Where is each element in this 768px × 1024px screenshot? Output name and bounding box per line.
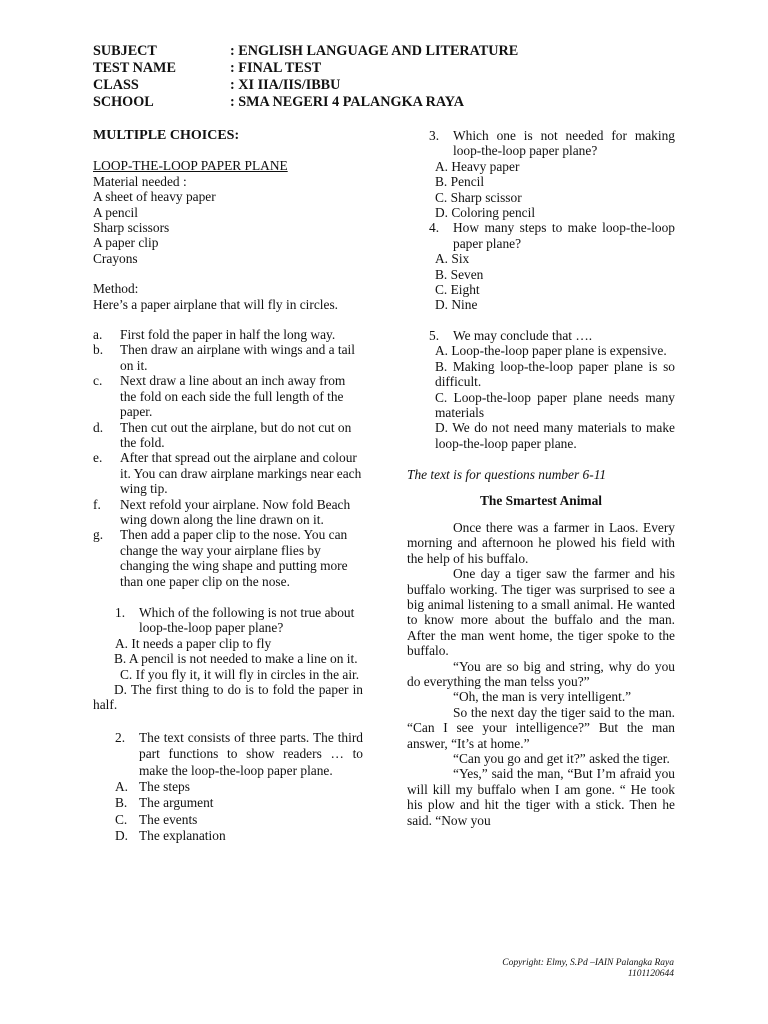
material-item: Crayons: [93, 250, 138, 266]
header-label: CLASS: [93, 77, 139, 93]
question-head: [93, 605, 363, 636]
material-item: A sheet of heavy paper: [93, 189, 216, 205]
step-label: f.: [93, 496, 101, 512]
materials-heading: Material needed :: [93, 173, 187, 189]
question-number: 1.: [115, 604, 126, 620]
answer-option: [93, 779, 363, 795]
step-text: Next refold your airplane. Now fold Beach wing down along the line drawn on it.: [120, 496, 351, 527]
step-text: Then cut out the airplane, but do not cut on the fold.: [120, 419, 352, 450]
question-head: [93, 730, 363, 779]
option-text: The steps: [139, 779, 190, 795]
header-label: SCHOOL: [93, 94, 154, 110]
question-text: How many steps to make loop-the-loop paper plane?: [453, 220, 675, 251]
question-head: [407, 220, 675, 251]
answer-option: C. If you fly it, it will fly in circles in the air.: [120, 666, 360, 682]
reading-instruction: The text is for questions number 6-11: [407, 467, 607, 483]
header-row-school: [93, 94, 518, 111]
answer-option: C. Sharp scissor: [435, 189, 522, 205]
step-label: c.: [93, 373, 103, 389]
step-item: [93, 373, 363, 419]
answer-option: [93, 828, 363, 844]
answer-option: B. A pencil is not needed to make a line on it.: [114, 651, 358, 667]
left-column: [93, 128, 363, 845]
step-item: [93, 497, 363, 528]
story-paragraph: So the next day the tiger said to the man. “Can I see your intelligence?” But the man answer, “It’s at home.”: [407, 704, 675, 751]
question-3: [407, 128, 675, 220]
story-paragraph: “Can you go and get it?” asked the tiger.: [453, 751, 670, 767]
header-row-subject: [93, 43, 518, 60]
step-item: [93, 327, 363, 342]
method-intro: Here’s a paper airplane that will fly in circles.: [93, 296, 339, 312]
header-label: SUBJECT: [93, 43, 157, 59]
story-paragraph: “You are so big and string, why do you do everything the man telss you?”: [407, 658, 675, 689]
option-label: D.: [115, 828, 129, 844]
steps-list: [93, 327, 363, 589]
method-heading: Method:: [93, 281, 139, 297]
answer-option: [93, 812, 363, 828]
step-item: [93, 527, 363, 589]
step-item: [93, 420, 363, 451]
step-text: Then add a paper clip to the nose. You can change the way your airplane flies by changing the wing shape and putting more than one paper clip on the nose.: [120, 527, 348, 589]
answer-option: D. Nine: [435, 297, 478, 313]
answer-option: [93, 795, 363, 811]
story-title: The Smartest Animal: [480, 492, 602, 508]
answer-option: A. Six: [435, 251, 470, 267]
question-text: The text consists of three parts. The third part functions to show readers … to make the loop-the-loop paper plane.: [139, 729, 363, 778]
answer-option: B. Seven: [435, 266, 484, 282]
story-paragraph: One day a tiger saw the farmer and his buffalo working. The tiger was surprised to see a big animal listening to a small animal. He wanted to know more about the buffalo and the man. After the man went home, the tiger spoke to the buffalo.: [407, 566, 675, 659]
story-paragraph: “Oh, the man is very intelligent.”: [453, 689, 632, 705]
step-label: g.: [93, 527, 104, 543]
question-number: 5.: [429, 327, 440, 343]
question-number: 3.: [429, 128, 440, 143]
answer-option: C. Eight: [435, 282, 480, 298]
answer-option: D. The first thing to do is to fold the paper in half.: [93, 682, 363, 713]
answer-option: B. Pencil: [435, 174, 485, 190]
answer-option: D. We do not need many materials to make loop-the-loop paper plane.: [435, 420, 675, 451]
header-value: : FINAL TEST: [230, 60, 322, 76]
step-label: b.: [93, 342, 104, 358]
step-text: Next draw a line about an inch away from the fold on each side the full length of the paper.: [120, 373, 346, 420]
step-label: e.: [93, 450, 103, 466]
question-head: [407, 128, 675, 159]
step-text: Then draw an airplane with wings and a tail on it.: [120, 342, 356, 373]
option-label: C.: [115, 811, 128, 827]
section-title: MULTIPLE CHOICES:: [93, 128, 240, 143]
option-text: The events: [139, 811, 198, 827]
answer-option: A. Heavy paper: [435, 158, 520, 174]
test-header: [93, 43, 518, 111]
option-text: The explanation: [139, 828, 226, 844]
page-footer: [502, 958, 674, 980]
step-text: After that spread out the airplane and colour it. You can draw airplane markings near each wing tip.: [120, 450, 362, 497]
answer-option: C. Loop-the-loop paper plane needs many materials: [435, 389, 675, 420]
step-label: a.: [93, 327, 103, 343]
option-label: B.: [115, 795, 128, 811]
question-head: [407, 328, 675, 343]
header-label: TEST NAME: [93, 60, 176, 76]
story-paragraph: “Yes,” said the man, “But I’m afraid you will kill my buffalo when I am gone. “ He took his plow and hit the tiger with a stick. Then he said. “Now you: [407, 766, 675, 828]
question-1: [93, 605, 363, 713]
answer-option: B. Making loop-the-loop paper plane is so difficult.: [435, 358, 675, 390]
story-paragraph: Once there was a farmer in Laos. Every morning and afternoon he plowed his field with the help of his buffalo.: [407, 519, 675, 566]
material-item: A paper clip: [93, 235, 159, 251]
step-text: First fold the paper in half the long way.: [120, 327, 336, 343]
question-text: We may conclude that ….: [453, 327, 593, 343]
header-value: : ENGLISH LANGUAGE AND LITERATURE: [230, 43, 519, 59]
question-5: [407, 328, 675, 451]
option-label: A.: [115, 779, 129, 795]
header-row-test-name: [93, 60, 518, 77]
right-column: [407, 128, 675, 828]
header-value: : XI IIA/IIS/IBBU: [230, 77, 341, 93]
material-item: A pencil: [93, 204, 138, 220]
question-number: 4.: [429, 220, 440, 236]
material-item: Sharp scissors: [93, 220, 170, 236]
header-value: : SMA NEGERI 4 PALANGKA RAYA: [230, 94, 464, 110]
step-label: d.: [93, 419, 104, 435]
question-text: Which one is not needed for making loop-the-loop paper plane?: [453, 128, 675, 159]
answer-option: A. It needs a paper clip to fly: [115, 635, 272, 651]
answer-option: D. Coloring pencil: [435, 205, 536, 221]
question-4: [407, 220, 675, 312]
step-item: [93, 342, 363, 373]
question-text: Which of the following is not true about loop-the-loop paper plane?: [139, 604, 355, 636]
text-title: LOOP-THE-LOOP PAPER PLANE: [93, 158, 288, 174]
copyright-text: Copyright: Elmy, S.Pd –IAIN Palangka Raya: [502, 958, 674, 968]
document-code: 1101120644: [627, 969, 674, 979]
step-item: [93, 450, 363, 496]
answer-option: A. Loop-the-loop paper plane is expensive.: [435, 343, 667, 359]
option-text: The argument: [139, 795, 214, 811]
header-row-class: [93, 77, 518, 94]
question-number: 2.: [115, 729, 126, 745]
question-2: [93, 730, 363, 845]
